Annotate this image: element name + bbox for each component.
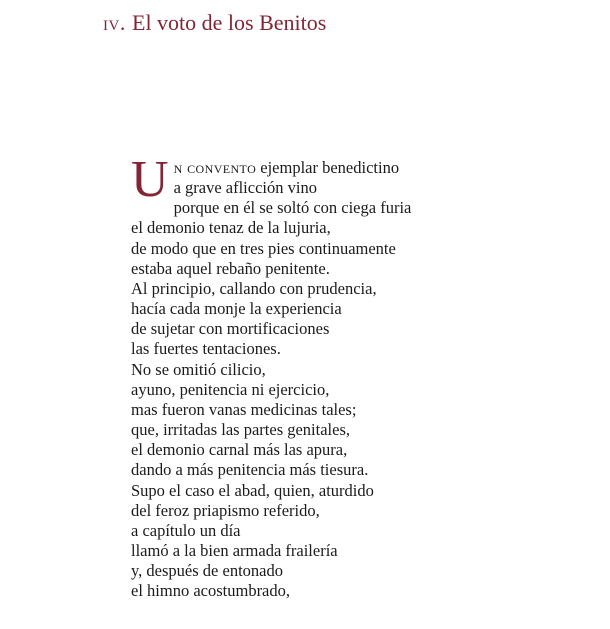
- poem-lines: [131, 198, 412, 601]
- poem-line: hacía cada monje la experiencia: [131, 299, 342, 319]
- poem-line: mas fueron vanas medicinas tales;: [131, 399, 357, 419]
- poem-opening: [131, 151, 400, 208]
- poem-line: de modo que en tres pies continuamente: [131, 238, 396, 258]
- poem-line: Al principio, callando con prudencia,: [131, 278, 377, 298]
- poem-line: que, irritadas las partes genitales,: [131, 420, 351, 440]
- poem-opening-smallcaps: n convento: [173, 158, 257, 177]
- poem-line: el demonio carnal más las apura,: [131, 440, 348, 460]
- poem-line: porque en él se soltó con ciega furia: [173, 198, 412, 218]
- chapter-heading: [103, 10, 326, 35]
- poem-line: el demonio tenaz de la lujuria,: [131, 218, 331, 238]
- poem-first-line-rest: ejemplar benedictino: [256, 158, 400, 177]
- poem-line: del feroz priapismo referido,: [131, 500, 320, 520]
- poem-line: de sujetar con mortificaciones: [131, 319, 330, 339]
- poem-line: Supo el caso el abad, quien, aturdido: [131, 480, 374, 500]
- poem-line: llamó a la bien armada frailería: [131, 540, 338, 560]
- dropcap-initial: U: [131, 151, 169, 208]
- poem-body: [131, 151, 412, 601]
- poem-line: a capítulo un día: [131, 520, 241, 540]
- poem-line: las fuertes tentaciones.: [131, 339, 281, 359]
- chapter-number: iv.: [103, 10, 126, 35]
- poem-second-line: a grave aflicción vino: [173, 178, 317, 198]
- poem-line: No se omitió cilicio,: [131, 359, 266, 379]
- poem-line: el himno acostumbrado,: [131, 581, 291, 601]
- poem-line: ayuno, penitencia ni ejercicio,: [131, 379, 330, 399]
- chapter-title: El voto de los Benitos: [132, 10, 327, 35]
- poem-line: estaba aquel rebaño penitente.: [131, 258, 330, 278]
- poem-line: dando a más penitencia más tiesura.: [131, 460, 369, 480]
- poem-line: y, después de entonado: [131, 561, 283, 581]
